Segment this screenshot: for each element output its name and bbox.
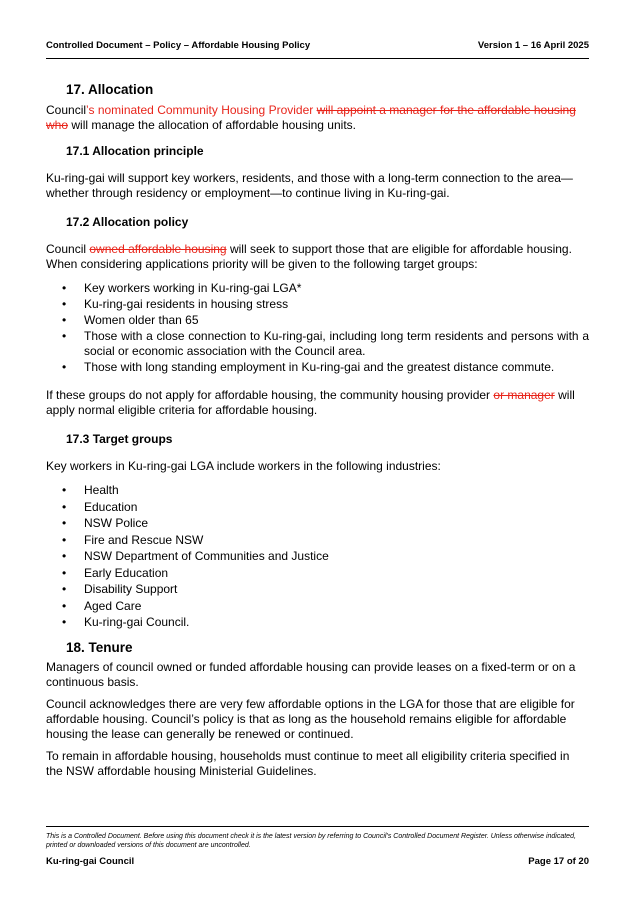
para-text-start: Council [46, 242, 87, 256]
section-17-1-heading: 17.1 Allocation principle [66, 144, 204, 158]
para-text-end: will seek to support those that are eligible for affordable housing. When considering applications priority will be given to the following target groups: [46, 242, 572, 271]
section-17-3-heading: 17.3 Target groups [66, 432, 173, 446]
list-item: • Health [46, 483, 589, 498]
section-18-paragraph-3: To remain in affordable housing, households must continue to meet all eligibility criteria specified in the NSW affordable housing Ministerial Guidelines. [46, 749, 570, 778]
section-18-paragraph-1: Managers of council owned or funded affordable housing can provide leases on a fixed-term or on a continuous basis. [46, 660, 576, 689]
list-item: • Ku-ring-gai residents in housing stress [46, 297, 589, 312]
deleted-text: or manager [493, 388, 555, 402]
list-item: • Education [46, 500, 589, 515]
list-item: • Fire and Rescue NSW [46, 533, 589, 548]
document-version: Version 1 – 16 April 2025 [477, 40, 589, 51]
list-item: • Disability Support [46, 582, 589, 597]
industries-list [46, 483, 589, 630]
section-17-2-paragraph-1 [46, 242, 589, 272]
intro-text-start: Council [46, 103, 87, 117]
list-item: • Those with long standing employment in Ku-ring-gai and the greatest distance commute. [46, 360, 589, 375]
intro-text-end: will manage the allocation of affordable housing units. [71, 118, 356, 132]
list-item: • NSW Police [46, 516, 589, 531]
page-header [46, 40, 589, 59]
deleted-text: owned affordable housing [89, 242, 227, 256]
page-number: Page 17 of 20 [528, 856, 589, 867]
list-item: • NSW Department of Communities and Justice [46, 549, 589, 564]
list-item: • Those with a close connection to Ku-ring-gai, including long term residents and persons with a social or economic association with the Council area. [46, 329, 589, 359]
deleted-text: will appoint a manager for the affordable housing who [46, 103, 576, 132]
para-text-end: will apply normal eligible criteria for affordable housing. [46, 388, 575, 417]
section-17-intro [46, 103, 589, 133]
section-17-3-intro: Key workers in Ku-ring-gai LGA include workers in the following industries: [46, 459, 441, 473]
section-17-heading: 17. Allocation [66, 82, 154, 97]
para-text-start: If these groups do not apply for affordable housing, the community housing provider [46, 388, 491, 402]
section-18-paragraph-2: Council acknowledges there are very few affordable options in the LGA for those that are eligible for affordable housing. Council’s policy is that as long as the household remains eligible for affordable housing the lease can generally be renewed or continued. [46, 697, 575, 741]
section-17-1-text: Ku-ring-gai will support key workers, residents, and those with a long-term connection to the area—whether through residency or employment—to continue living in Ku-ring-gai. [46, 171, 573, 200]
list-item: • Ku-ring-gai Council. [46, 615, 589, 630]
list-item: • Key workers working in Ku-ring-gai LGA* [46, 281, 589, 296]
priority-groups-list [46, 281, 589, 375]
page-footer [46, 856, 589, 867]
section-17-2-paragraph-2 [46, 388, 589, 418]
list-item: • Aged Care [46, 599, 589, 614]
organisation-name: Ku-ring-gai Council [46, 856, 135, 867]
controlled-document-note: This is a Controlled Document. Before using this document check it is the latest version by referring to Council’s Controlled Document Register. Unless otherwise indicated, printed or downloaded versions of this document are uncontrolled. [46, 826, 589, 850]
document-title: Controlled Document – Policy – Affordable Housing Policy [46, 40, 311, 51]
list-item: • Women older than 65 [46, 313, 589, 328]
list-item: • Early Education [46, 566, 589, 581]
section-18-heading: 18. Tenure [66, 640, 133, 655]
section-17-2-heading: 17.2 Allocation policy [66, 215, 189, 229]
document-body [46, 82, 589, 779]
inserted-text: ’s nominated Community Housing Provider [86, 103, 314, 117]
